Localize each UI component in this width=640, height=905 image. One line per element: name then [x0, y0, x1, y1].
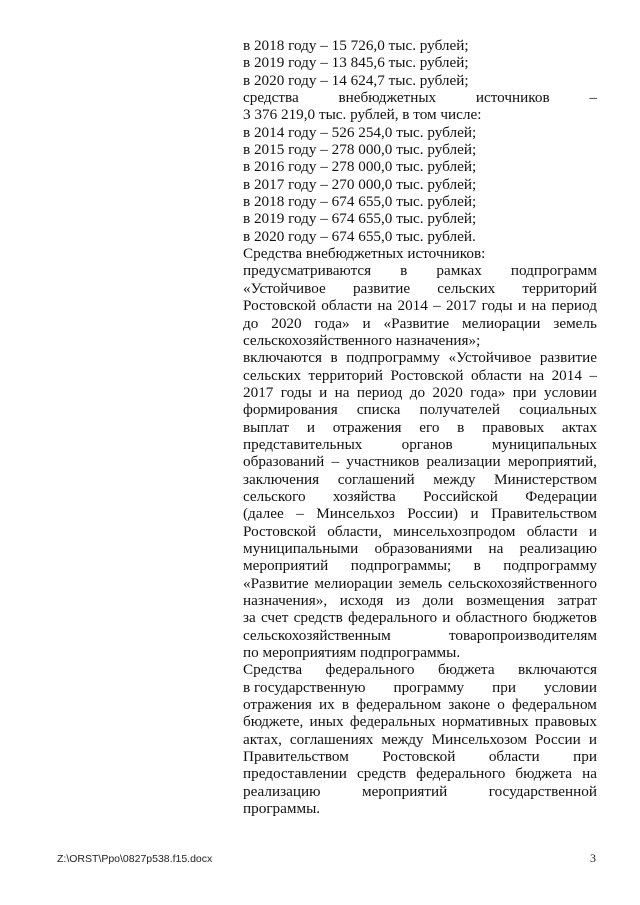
text-word: – [433, 297, 441, 315]
text-line [243, 800, 597, 817]
text-word: – [589, 89, 597, 107]
text-line [243, 228, 597, 245]
text-line [243, 419, 597, 436]
text-word: хозяйства [332, 487, 396, 505]
text-word: годы [481, 297, 513, 315]
text-line [243, 505, 597, 522]
text-word: реализацию [519, 539, 597, 557]
text-word: участников [346, 453, 420, 471]
text-word: в 2019 году – 674 655,0 тыс. рублей; [243, 210, 477, 228]
text-word: мелиорации [314, 574, 393, 592]
text-word: рамках [436, 262, 482, 280]
text-word: «Устойчивое [243, 279, 326, 297]
text-word: включаются [243, 349, 322, 367]
text-word: и [588, 730, 597, 748]
text-line [243, 713, 597, 730]
text-line [243, 592, 597, 609]
text-word: затрат [557, 592, 597, 609]
text-word: Российской [423, 487, 498, 505]
text-word: на [488, 539, 504, 557]
text-word: условии [544, 678, 597, 696]
text-word: в 2014 году – 526 254,0 тыс. рублей; [243, 123, 477, 141]
text-word: России) [407, 505, 459, 523]
text-line [243, 783, 597, 800]
text-word: их [319, 696, 335, 714]
text-word: территорий [522, 279, 597, 297]
text-line [243, 106, 597, 123]
text-word: области [488, 748, 540, 766]
text-word: актах, [243, 730, 282, 748]
text-line [243, 89, 597, 106]
text-line [243, 609, 597, 626]
text-word: при [512, 383, 537, 401]
text-word: «Устойчивое [448, 349, 532, 367]
text-word: в 2018 году – 15 726,0 тыс. рублей; [243, 37, 469, 54]
text-word: программы. [243, 800, 321, 818]
text-word: «Развитие [243, 574, 309, 592]
text-word: сельскохозяйственного [448, 574, 597, 592]
text-line [243, 644, 597, 661]
text-word: его [419, 418, 440, 436]
footer-file-path: Z:\ORST\Ppo\0827p538.f15.docx [57, 853, 213, 865]
text-word: между [433, 470, 476, 488]
text-word: отражения [243, 696, 312, 714]
text-word: сельских [243, 366, 302, 384]
text-word: в [457, 418, 465, 436]
text-word: формирования [243, 401, 338, 419]
document-body [243, 37, 597, 817]
text-word: мероприятий, [507, 453, 597, 471]
text-word: области, [327, 522, 382, 540]
text-word: бюджетов [532, 609, 597, 627]
text-word: в [400, 262, 408, 280]
text-word: между [381, 730, 424, 748]
text-word: Ростовской [243, 297, 316, 315]
text-word: федеральном [356, 696, 442, 714]
text-word: о [497, 696, 505, 714]
text-word: и [306, 418, 315, 436]
text-word: подпрограмм [510, 262, 597, 280]
text-word: сельскохозяйственного назначения»; [243, 331, 481, 349]
text-word: Ростовской [243, 522, 316, 540]
text-word: заключения [243, 470, 320, 488]
text-word: выплат [243, 418, 290, 436]
text-word: социальных [519, 401, 597, 419]
text-line [243, 367, 597, 384]
text-word: до [243, 314, 259, 332]
text-word: годы [280, 383, 312, 401]
text-word: мероприятий [361, 782, 448, 800]
text-word: источников [475, 89, 550, 107]
text-word: актах [561, 418, 597, 436]
text-line [243, 748, 597, 765]
text-word: назначения», [243, 592, 328, 609]
text-word: развитие [352, 279, 411, 297]
text-line [243, 523, 597, 540]
text-line [243, 280, 597, 297]
text-word: отражения [332, 418, 402, 436]
text-word: на [529, 366, 545, 384]
text-word: Средства внебюджетных источников: [243, 245, 486, 263]
text-word: органов [401, 435, 453, 453]
text-line [243, 540, 597, 557]
text-word: образованиями [374, 539, 473, 557]
text-word: счет [260, 609, 289, 627]
text-word: и [319, 383, 328, 401]
text-word: доли [422, 592, 454, 609]
text-word: включаются [518, 661, 597, 679]
text-word: при [492, 678, 517, 696]
text-word: Минсельхоз [316, 505, 395, 523]
text-word: в [341, 696, 350, 714]
text-word: области [470, 366, 522, 384]
text-word: федерального [325, 661, 415, 679]
text-word: Министерством [494, 470, 597, 488]
text-word: на [531, 297, 547, 315]
text-word: средств [357, 765, 407, 783]
text-word: из [395, 592, 411, 609]
text-word: условии [543, 383, 597, 401]
text-line [243, 245, 597, 262]
text-word: представительных [243, 435, 363, 453]
text-word: области [526, 522, 578, 540]
text-line [243, 72, 597, 89]
text-word: в 2020 году – 674 655,0 тыс. рублей. [243, 227, 476, 245]
text-line [243, 315, 597, 332]
page-number: 3 [590, 851, 596, 865]
text-word: период [551, 297, 597, 315]
text-line [243, 661, 597, 678]
text-word: муниципальными [243, 539, 359, 557]
text-word: – [296, 505, 304, 523]
text-word: внебюджетных [338, 89, 437, 107]
text-word: в 2017 году – 270 000,0 тыс. рублей; [243, 175, 477, 193]
text-word: 2020 [271, 314, 302, 332]
text-word: государственной [488, 782, 597, 800]
text-word: предоставлении [243, 765, 347, 783]
text-word: Средства [243, 661, 303, 679]
text-word: минсельхозпродом [393, 522, 516, 540]
text-word: средства [243, 89, 299, 107]
text-word: возмещения [466, 592, 545, 609]
text-word: мероприятий [243, 557, 329, 575]
text-line [243, 436, 597, 453]
text-word: на [377, 297, 393, 315]
text-word: и [442, 609, 451, 627]
text-word: (далее [243, 505, 284, 523]
text-word: федеральных [349, 713, 436, 731]
text-word: соглашениях [289, 730, 374, 748]
text-word: при [573, 748, 597, 766]
text-word: товаропроизводителям [448, 626, 597, 644]
text-word: по мероприятиям подпрограммы. [243, 644, 461, 662]
text-word: в [330, 349, 338, 367]
text-line [243, 453, 597, 470]
text-word: в 2016 году – 278 000,0 тыс. рублей; [243, 158, 477, 176]
text-word: средств [293, 609, 343, 627]
text-line [243, 679, 597, 696]
text-word: сельского [243, 487, 306, 505]
text-word: 2017 [446, 297, 477, 315]
text-line [243, 765, 597, 782]
text-word: исходя [339, 592, 384, 609]
text-word: территорий [308, 366, 384, 384]
text-line [243, 731, 597, 748]
text-word: – [331, 453, 340, 471]
text-word: и [588, 522, 597, 540]
text-line [243, 176, 597, 193]
text-word: в 2019 году – 13 845,6 тыс. рублей; [243, 54, 469, 72]
text-line [243, 54, 597, 71]
text-word: на [582, 765, 597, 783]
text-line [243, 488, 597, 505]
text-word: России [535, 730, 581, 748]
text-line [243, 297, 597, 314]
text-word: 2014 [551, 366, 582, 384]
text-word: и [470, 505, 479, 523]
text-line [243, 557, 597, 574]
text-word: реализации [426, 453, 501, 471]
text-word: программу [393, 678, 465, 696]
text-word: земель [553, 314, 597, 332]
text-word: в 2018 году – 674 655,0 тыс. рублей; [243, 193, 477, 211]
text-word: и [517, 297, 527, 315]
text-word: в [473, 557, 481, 575]
text-word: «Развитие [383, 314, 450, 332]
text-word: Правительством [243, 748, 349, 766]
text-word: Правительством [491, 505, 597, 523]
text-line [243, 262, 597, 279]
text-word: подпрограмму [503, 557, 597, 575]
text-word: муниципальных [491, 435, 597, 453]
text-word: Федерации [525, 487, 597, 505]
text-word: законе [448, 696, 491, 714]
text-word: правовых [482, 418, 545, 436]
text-line [243, 401, 597, 418]
text-word: реализацию [243, 782, 321, 800]
text-word: правовых [534, 713, 597, 731]
text-word: до [409, 383, 426, 401]
text-line [243, 158, 597, 175]
text-word: сельскохозяйственным [243, 626, 391, 644]
text-word: года» [470, 383, 506, 401]
text-word: сельских [437, 279, 496, 297]
text-word: Ростовской [390, 366, 464, 384]
text-word: земель [398, 574, 443, 592]
text-line [243, 349, 597, 366]
text-word: и [362, 314, 371, 332]
text-word: иных [309, 713, 344, 731]
text-word: федерального [348, 609, 438, 627]
text-word: в 2015 году – 278 000,0 тыс. рублей; [243, 141, 477, 159]
text-word: соглашений [337, 470, 415, 488]
text-word: в государственную [243, 678, 366, 696]
text-word: года» [314, 314, 350, 332]
text-word: Минсельхозом [431, 730, 527, 748]
text-word: мелиорации [462, 314, 541, 332]
text-word: 2020 [432, 383, 463, 401]
text-word: в 2020 году – 14 624,7 тыс. рублей; [243, 71, 469, 89]
text-word: нормативных [441, 713, 529, 731]
text-word: бюджета [437, 661, 495, 679]
text-word: получателей [419, 401, 500, 419]
text-word: бюджете, [243, 713, 304, 731]
text-word: предусматриваются [243, 262, 372, 280]
text-word: образований [243, 453, 325, 471]
text-word: списка [356, 401, 401, 419]
text-line [243, 575, 597, 592]
text-word: федерального [416, 765, 506, 783]
text-word: за [243, 609, 256, 627]
text-word: развитие [539, 349, 597, 367]
text-line [243, 696, 597, 713]
text-word: подпрограмму [346, 349, 440, 367]
text-word: – [589, 366, 597, 384]
text-word: период [356, 383, 403, 401]
text-line [243, 332, 597, 349]
text-line [243, 193, 597, 210]
text-word: 2014 [397, 297, 428, 315]
text-word: области [321, 297, 373, 315]
text-line [243, 471, 597, 488]
text-line [243, 384, 597, 401]
text-line [243, 627, 597, 644]
text-word: 2017 [243, 383, 274, 401]
text-word: на [334, 383, 350, 401]
text-word: подпрограммы; [350, 557, 452, 575]
text-word: Ростовской [382, 748, 456, 766]
text-line [243, 37, 597, 54]
text-line [243, 141, 597, 158]
text-line [243, 210, 597, 227]
text-word: федеральном [512, 696, 597, 714]
text-word: 3 376 219,0 тыс. рублей, в том числе: [243, 106, 482, 124]
text-word: областного [455, 609, 528, 627]
text-word: бюджета [515, 765, 573, 783]
text-line [243, 124, 597, 141]
